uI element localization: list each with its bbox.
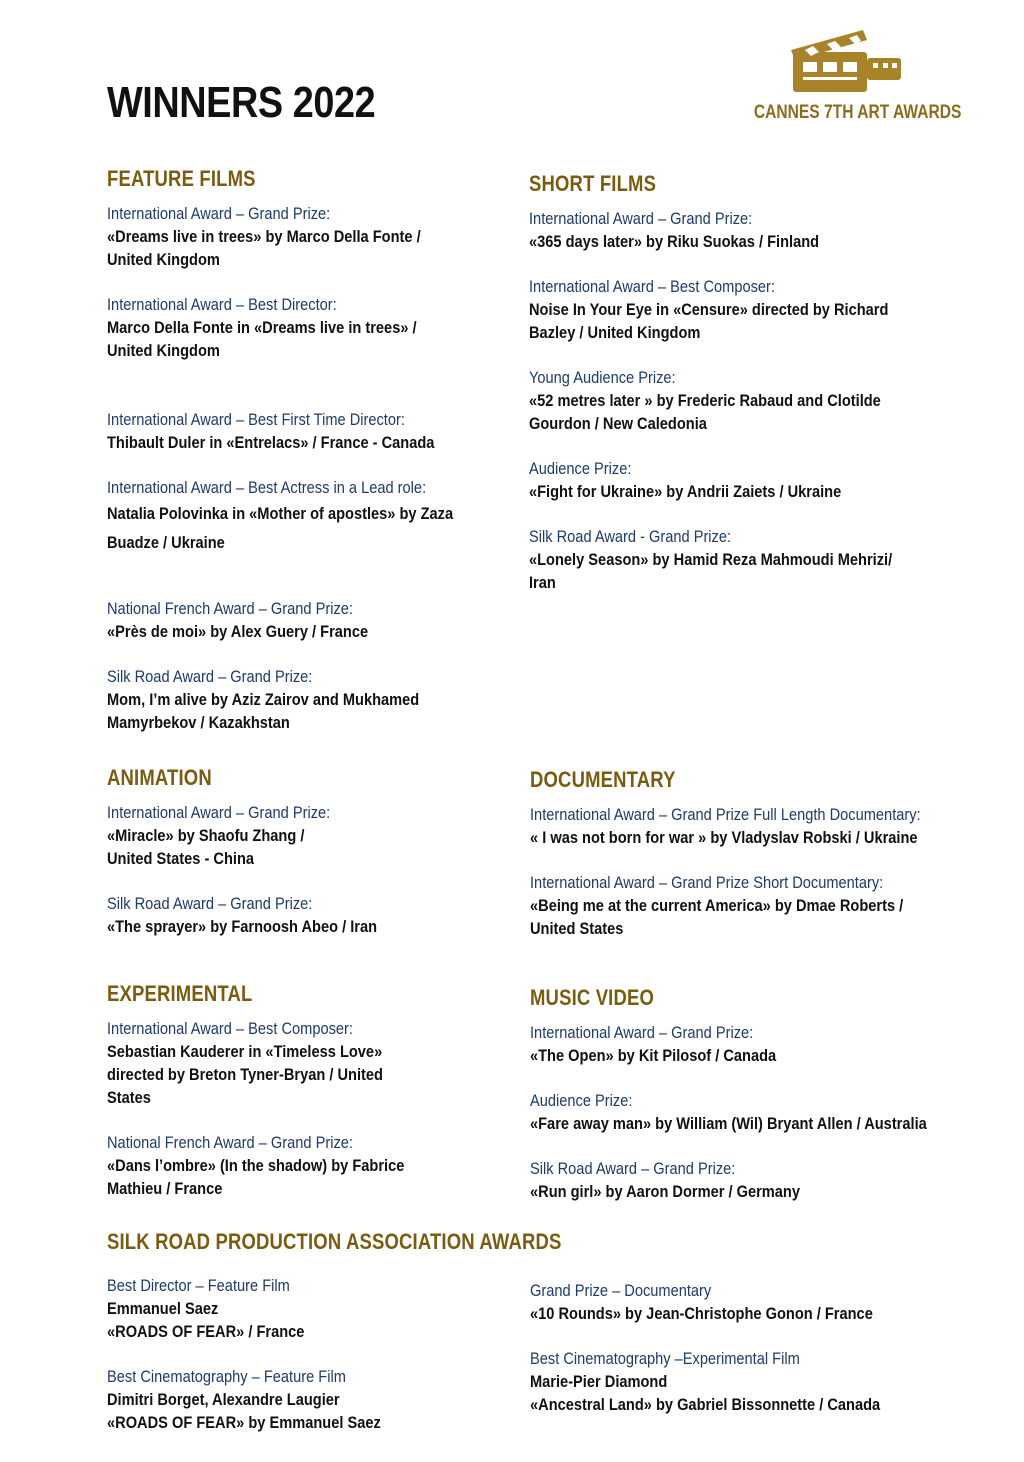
award-winner: «52 metres later » by Frederic Rabaud and Clotilde Gourdon / New Caledonia bbox=[529, 391, 881, 433]
award-winner: «10 Rounds» by Jean-Christophe Gonon / France bbox=[530, 1304, 873, 1323]
award-item bbox=[530, 1021, 990, 1067]
award-category: International Award – Best Director: bbox=[107, 295, 337, 314]
award-item bbox=[107, 408, 567, 454]
award-item bbox=[529, 457, 989, 503]
award-item bbox=[529, 366, 989, 435]
section-animation bbox=[107, 765, 567, 938]
award-item bbox=[107, 892, 567, 938]
section-experimental bbox=[107, 981, 567, 1200]
section-documentary bbox=[530, 767, 990, 940]
award-category: Silk Road Award – Grand Prize: bbox=[530, 1159, 736, 1178]
section-heading: EXPERIMENTAL bbox=[107, 981, 253, 1006]
section-heading: ANIMATION bbox=[107, 765, 212, 790]
award-winner: «Fare away man» by William (Wil) Bryant Allen / Australia bbox=[530, 1114, 927, 1133]
page-title: WINNERS 2022 bbox=[107, 78, 376, 127]
award-item bbox=[530, 1157, 990, 1203]
award-category: National French Award – Grand Prize: bbox=[107, 1133, 353, 1152]
award-winner: Sebastian Kauderer in «Timeless Love» directed by Breton Tyner-Bryan / United States bbox=[107, 1042, 383, 1107]
silk-road-left-column bbox=[107, 1274, 567, 1434]
award-winner: Emmanuel Saez «ROADS OF FEAR» / France bbox=[107, 1299, 305, 1341]
award-item bbox=[530, 1089, 990, 1135]
award-winner: Marco Della Fonte in «Dreams live in trees» / United Kingdom bbox=[107, 318, 417, 360]
silk-road-right-column bbox=[530, 1279, 990, 1416]
award-item bbox=[530, 803, 990, 849]
award-item bbox=[107, 1131, 567, 1200]
award-category: Audience Prize: bbox=[529, 459, 632, 478]
section-heading: DOCUMENTARY bbox=[530, 767, 676, 792]
award-item bbox=[107, 1274, 567, 1343]
award-winner: «Dans l’ombre» (In the shadow) by Fabrice Mathieu / France bbox=[107, 1156, 405, 1198]
section-heading: FEATURE FILMS bbox=[107, 166, 256, 191]
section-heading: SILK ROAD PRODUCTION ASSOCIATION AWARDS bbox=[107, 1229, 562, 1254]
award-winner: Dimitri Borget, Alexandre Laugier «ROADS OF FEAR» by Emmanuel Saez bbox=[107, 1390, 381, 1432]
award-winner: «Fight for Ukraine» by Andrii Zaiets / Ukraine bbox=[529, 482, 842, 501]
award-item bbox=[107, 476, 567, 557]
award-winner: «The sprayer» by Farnoosh Abeo / Iran bbox=[107, 917, 378, 936]
award-winner: «Being me at the current America» by Dmae Roberts / United States bbox=[530, 896, 904, 938]
award-category: International Award – Grand Prize: bbox=[529, 209, 753, 228]
award-category: Best Cinematography –Experimental Film bbox=[530, 1349, 800, 1368]
section-heading: SHORT FILMS bbox=[529, 171, 657, 196]
award-category: Young Audience Prize: bbox=[529, 368, 676, 387]
section-heading: MUSIC VIDEO bbox=[530, 985, 655, 1010]
award-category: Grand Prize – Documentary bbox=[530, 1281, 712, 1300]
award-winner: «Lonely Season» by Hamid Reza Mahmoudi Mehrizi/ Iran bbox=[529, 550, 893, 592]
award-category: Silk Road Award – Grand Prize: bbox=[107, 894, 313, 913]
award-category: International Award – Grand Prize Short Documentary: bbox=[530, 873, 884, 892]
award-winner: «Run girl» by Aaron Dormer / Germany bbox=[530, 1182, 800, 1201]
award-category: International Award – Best First Time Director: bbox=[107, 410, 405, 429]
logo-text: CANNES 7TH ART AWARDS bbox=[753, 102, 962, 123]
award-winner: Natalia Polovinka in «Mother of apostles» by Zaza Buadze / Ukraine bbox=[107, 504, 454, 552]
award-winner: «Dreams live in trees» by Marco Della Fonte / United Kingdom bbox=[107, 227, 421, 269]
award-item bbox=[530, 871, 990, 940]
award-item bbox=[107, 801, 567, 870]
award-winner: «The Open» by Kit Pilosof / Canada bbox=[530, 1046, 777, 1065]
award-item bbox=[107, 597, 567, 643]
clapperboard-icon bbox=[783, 22, 901, 98]
award-category: National French Award – Grand Prize: bbox=[107, 599, 353, 618]
award-category: Silk Road Award - Grand Prize: bbox=[529, 527, 732, 546]
award-item bbox=[107, 1365, 567, 1434]
award-item bbox=[107, 293, 567, 362]
award-winner: «365 days later» by Riku Suokas / Finland bbox=[529, 232, 820, 251]
award-winner: Noise In Your Eye in «Censure» directed by Richard Bazley / United Kingdom bbox=[529, 300, 889, 342]
award-item bbox=[107, 202, 567, 271]
award-category: International Award – Grand Prize Full Length Documentary: bbox=[530, 805, 921, 824]
award-category: Silk Road Award – Grand Prize: bbox=[107, 667, 313, 686]
award-item bbox=[529, 525, 989, 594]
award-category: International Award – Grand Prize: bbox=[107, 803, 331, 822]
award-winner: « I was not born for war » by Vladyslav Robski / Ukraine bbox=[530, 828, 918, 847]
award-item bbox=[530, 1279, 990, 1325]
award-category: Best Director – Feature Film bbox=[107, 1276, 290, 1295]
award-category: Best Cinematography – Feature Film bbox=[107, 1367, 346, 1386]
award-winner: Thibault Duler in «Entrelacs» / France - Canada bbox=[107, 433, 435, 452]
award-category: International Award – Grand Prize: bbox=[107, 204, 331, 223]
award-item bbox=[529, 207, 989, 253]
section-silk-road-production bbox=[107, 1229, 967, 1265]
logo bbox=[735, 22, 962, 132]
award-category: International Award – Grand Prize: bbox=[530, 1023, 754, 1042]
award-category: International Award – Best Actress in a Lead role: bbox=[107, 478, 427, 497]
award-item bbox=[107, 665, 567, 734]
award-winner: Mom, I’m alive by Aziz Zairov and Mukhamed Mamyrbekov / Kazakhstan bbox=[107, 690, 420, 732]
award-winner: «Près de moi» by Alex Guery / France bbox=[107, 622, 369, 641]
section-short-films bbox=[529, 171, 989, 594]
award-winner: Marie-Pier Diamond «Ancestral Land» by Gabriel Bissonnette / Canada bbox=[530, 1372, 881, 1414]
award-category: International Award – Best Composer: bbox=[529, 277, 775, 296]
award-winner: «Miracle» by Shaofu Zhang / United States - China bbox=[107, 826, 305, 868]
award-category: Audience Prize: bbox=[530, 1091, 633, 1110]
award-item bbox=[530, 1347, 990, 1416]
section-music-video bbox=[530, 985, 990, 1203]
award-category: International Award – Best Composer: bbox=[107, 1019, 353, 1038]
award-item bbox=[107, 1017, 567, 1109]
award-item bbox=[529, 275, 989, 344]
section-feature-films bbox=[107, 166, 567, 734]
